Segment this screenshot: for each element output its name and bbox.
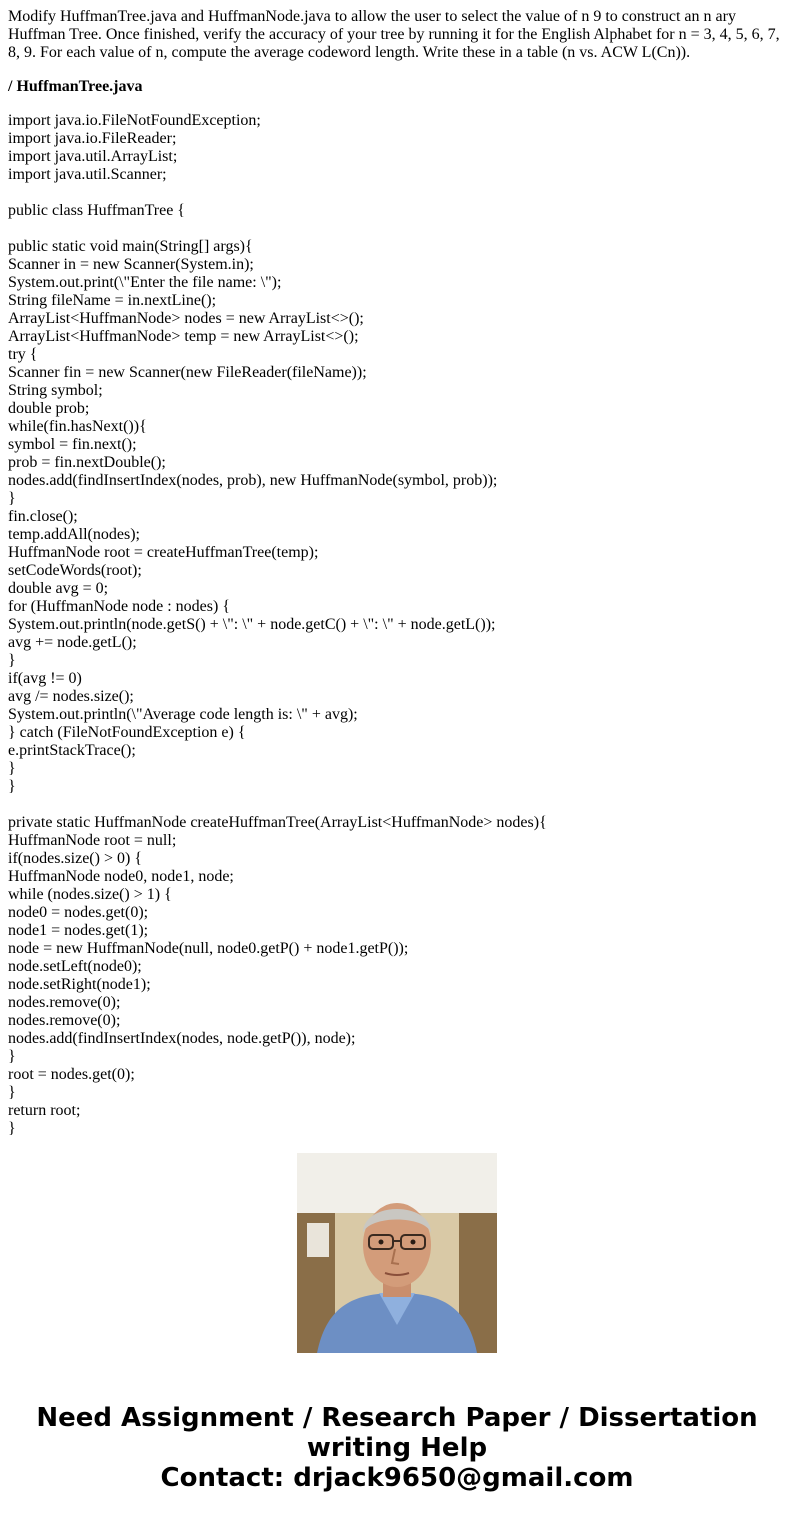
code-line: HuffmanNode root = null;	[8, 832, 177, 849]
code-line: import java.util.Scanner;	[8, 166, 167, 183]
code-line: } catch (FileNotFoundException e) {	[8, 724, 246, 741]
code-line: nodes.remove(0);	[8, 994, 121, 1011]
code-line: avg += node.getL();	[8, 634, 137, 651]
code-line: setCodeWords(root);	[8, 562, 142, 579]
code-line: Scanner in = new Scanner(System.in);	[8, 256, 254, 273]
code-line: import java.io.FileNotFoundException;	[8, 112, 261, 129]
code-line: }	[8, 652, 16, 669]
contact-email-text: Contact: drjack9650@gmail.com	[160, 1463, 634, 1493]
code-line: node.setLeft(node0);	[8, 958, 142, 975]
code-line: HuffmanNode node0, node1, node;	[8, 868, 234, 885]
code-line: while (nodes.size() > 1) {	[8, 886, 172, 903]
code-line: try {	[8, 346, 38, 363]
code-line: public static void main(String[] args){	[8, 238, 253, 255]
code-blank-line	[8, 796, 788, 814]
code-line: node1 = nodes.get(1);	[8, 922, 149, 939]
code-line: e.printStackTrace();	[8, 742, 136, 759]
code-line: nodes.remove(0);	[8, 1012, 121, 1029]
code-line: import java.io.FileReader;	[8, 130, 177, 147]
code-line: }	[8, 1120, 16, 1137]
code-line: System.out.print(\"Enter the file name: \");	[8, 274, 282, 291]
code-line: public class HuffmanTree {	[8, 202, 185, 219]
code-line: String fileName = in.nextLine();	[8, 292, 217, 309]
code-line: if(avg != 0)	[8, 670, 82, 687]
code-line: String symbol;	[8, 382, 103, 399]
code-line: node = new HuffmanNode(null, node0.getP() + node1.getP());	[8, 940, 409, 957]
code-line: while(fin.hasNext()){	[8, 418, 147, 435]
code-line: fin.close();	[8, 508, 78, 525]
code-line: }	[8, 1048, 16, 1065]
code-blank-line	[8, 184, 788, 202]
code-line: }	[8, 1084, 16, 1101]
code-line: System.out.println(node.getS() + \": \" + node.getC() + \": \" + node.getL());	[8, 616, 496, 633]
code-line: node.setRight(node1);	[8, 976, 151, 993]
code-line: temp.addAll(nodes);	[8, 526, 140, 543]
code-line: }	[8, 760, 16, 777]
code-line: }	[8, 778, 16, 795]
code-line: prob = fin.nextDouble();	[8, 454, 166, 471]
code-line: }	[8, 490, 16, 507]
code-line: import java.util.ArrayList;	[8, 148, 178, 165]
code-block	[8, 112, 788, 1137]
code-line: HuffmanNode root = createHuffmanTree(temp);	[8, 544, 319, 561]
code-line: root = nodes.get(0);	[8, 1066, 135, 1083]
person-portrait-icon	[297, 1153, 497, 1353]
code-line: ArrayList<HuffmanNode> temp = new ArrayList<>();	[8, 328, 359, 345]
code-line: nodes.add(findInsertIndex(nodes, prob), new HuffmanNode(symbol, prob));	[8, 472, 498, 489]
code-line: if(nodes.size() > 0) {	[8, 850, 142, 867]
code-line: double avg = 0;	[8, 580, 109, 597]
code-line: for (HuffmanNode node : nodes) {	[8, 598, 230, 615]
code-line: Scanner fin = new Scanner(new FileReader(fileName));	[8, 364, 367, 381]
code-line: return root;	[8, 1102, 81, 1119]
code-line: avg /= nodes.size();	[8, 688, 134, 705]
code-line: symbol = fin.next();	[8, 436, 137, 453]
code-line: double prob;	[8, 400, 90, 417]
help-offer-text: Need Assignment / Research Paper / Dissertation writing Help	[36, 1403, 758, 1463]
code-line: private static HuffmanNode createHuffmanTree(ArrayList<HuffmanNode> nodes){	[8, 814, 547, 831]
question-text: Modify HuffmanTree.java and HuffmanNode.java to allow the user to select the value of n 9 to construct an n ary Huffman Tree. Once finished, verify the accuracy of your tree by running it for the English Alphabet for n = 3, 4, 5, 6, 7, 8, 9. For each value of n, compute the average codeword length. Write these in a table (n vs. ACW L(Cn)).	[8, 8, 780, 61]
code-line: nodes.add(findInsertIndex(nodes, node.getP()), node);	[8, 1030, 356, 1047]
contact-banner	[0, 1403, 794, 1493]
code-blank-line	[8, 220, 788, 238]
code-line: node0 = nodes.get(0);	[8, 904, 149, 921]
code-line: ArrayList<HuffmanNode> nodes = new ArrayList<>();	[8, 310, 364, 327]
file-heading: / HuffmanTree.java	[8, 78, 143, 95]
code-line: System.out.println(\"Average code length is: \" + avg);	[8, 706, 358, 723]
portrait-illustration	[297, 1153, 497, 1353]
